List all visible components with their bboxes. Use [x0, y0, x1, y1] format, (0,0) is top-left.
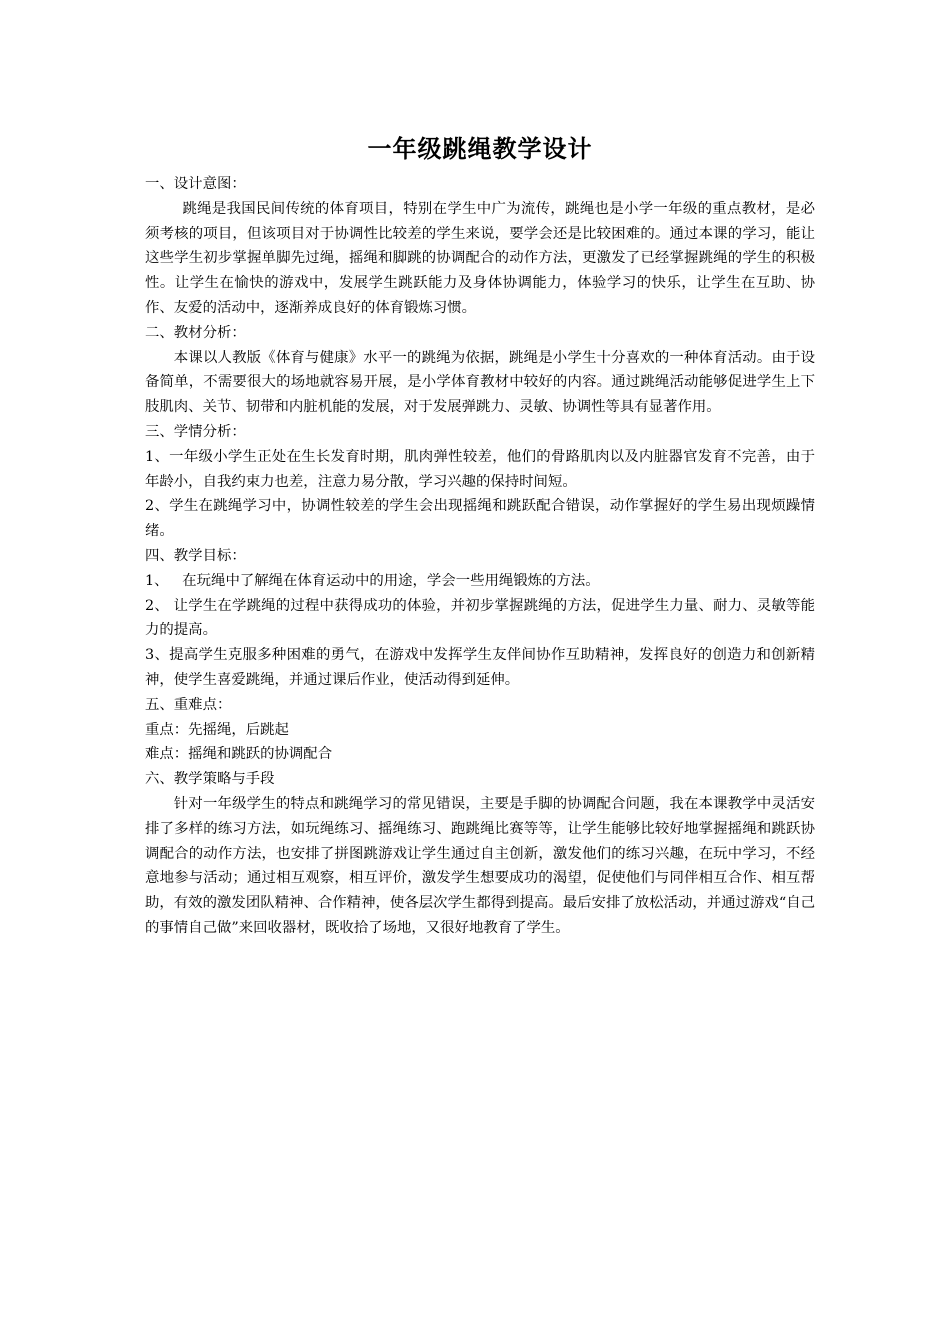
student-analysis-item-2: 2、学生在跳绳学习中，协调性较差的学生会出现摇绳和跳跃配合错误，动作掌握好的学生易出现烦躁情绪。: [145, 498, 815, 540]
section-heading-teaching-goals: 四、教学目标：: [145, 547, 246, 564]
teaching-goal-item-3: 3、提高学生克服多种困难的勇气，在游戏中发挥学生友伴间协作互助精神，发挥良好的创造力和创新精神，使学生喜爱跳绳，并通过课后作业，使活动得到延伸。: [145, 647, 815, 688]
key-point-line: 重点：先摇绳，后跳起: [145, 721, 289, 738]
section-heading-design-intent: 一、设计意图：: [145, 176, 246, 192]
section-heading-teaching-strategy: 六、教学策略与手段: [145, 771, 275, 788]
teaching-strategy-paragraph: 针对一年级学生的特点和跳绳学习的常见错误，主要是手脚的协调配合问题，我在本课教学中灵活安排了多样的练习方法，如玩绳练习、摇绳练习、跑跳绳比赛等等，让学生能够比较好地掌握摇绳和跳跃协调配合的动作方法，也安排了拼图跳游戏让学生通过自主创新，激发他们的练习兴趣，在玩中学习，不经意地参与活动；通过相互观察，相互评价，激发学生想要成功的渴望，促使他们与同伴相互合作、相互帮助，有效的激发团队精神、合作精神，使各层次学生都得到提高。最后安排了放松活动，并通过游戏“自己的事情自己做”来回收器材，既收拾了场地，又很好地教育了学生。: [145, 795, 815, 936]
teaching-goal-item-2: 2、 让学生在学跳绳的过程中获得成功的体验，并初步掌握跳绳的方法，促进学生力量、耐力、灵敏等能力的提高。: [145, 597, 815, 639]
section-heading-student-analysis: 三、学情分析：: [145, 423, 246, 440]
document-title: 一年级跳绳教学设计: [367, 135, 593, 163]
difficulty-line: 难点：摇绳和跳跃的协调配合: [145, 746, 333, 763]
document-page: [145, 130, 815, 941]
teaching-goal-item-1: 1、 在玩绳中了解绳在体育运动中的用途，学会一些用绳锻炼的方法。: [145, 572, 600, 589]
section-heading-key-points: 五、重难点：: [145, 696, 232, 713]
section-heading-material-analysis: 二、教材分析：: [145, 324, 246, 341]
student-analysis-item-1: 1、一年级小学生正处在生长发育时期，肌肉弹性较差，他们的骨路肌肉以及内脏器官发育不完善，由于年龄小，自我约束力也差，注意力易分散，学习兴趣的保持时间短。: [145, 448, 815, 490]
material-analysis-paragraph: 本课以人教版《体育与健康》水平一的跳绳为依据，跳绳是小学生十分喜欢的一种体育活动。由于设备简单，不需要很大的场地就容易开展，是小学体育教材中较好的内容。通过跳绳活动能够促进学生上下肢肌肉、关节、韧带和内脏机能的发展，对于发展弹跳力、灵敏、协调性等具有显著作用。: [145, 349, 815, 416]
design-intent-paragraph: 跳绳是我国民间传统的体育项目，特别在学生中广为流传，跳绳也是小学一年级的重点教材，是必须考核的项目，但该项目对于协调性比较差的学生来说，要学会还是比较困难的。通过本课的学习，能让这些学生初步掌握单脚先过绳，摇绳和脚跳的协调配合的动作方法，更激发了已经掌握跳绳的学生的积极性。让学生在愉快的游戏中，发展学生跳跃能力及身体协调能力，体验学习的快乐，让学生在互助、协作、友爱的活动中，逐渐养成良好的体育锻炼习惯。: [145, 200, 815, 316]
